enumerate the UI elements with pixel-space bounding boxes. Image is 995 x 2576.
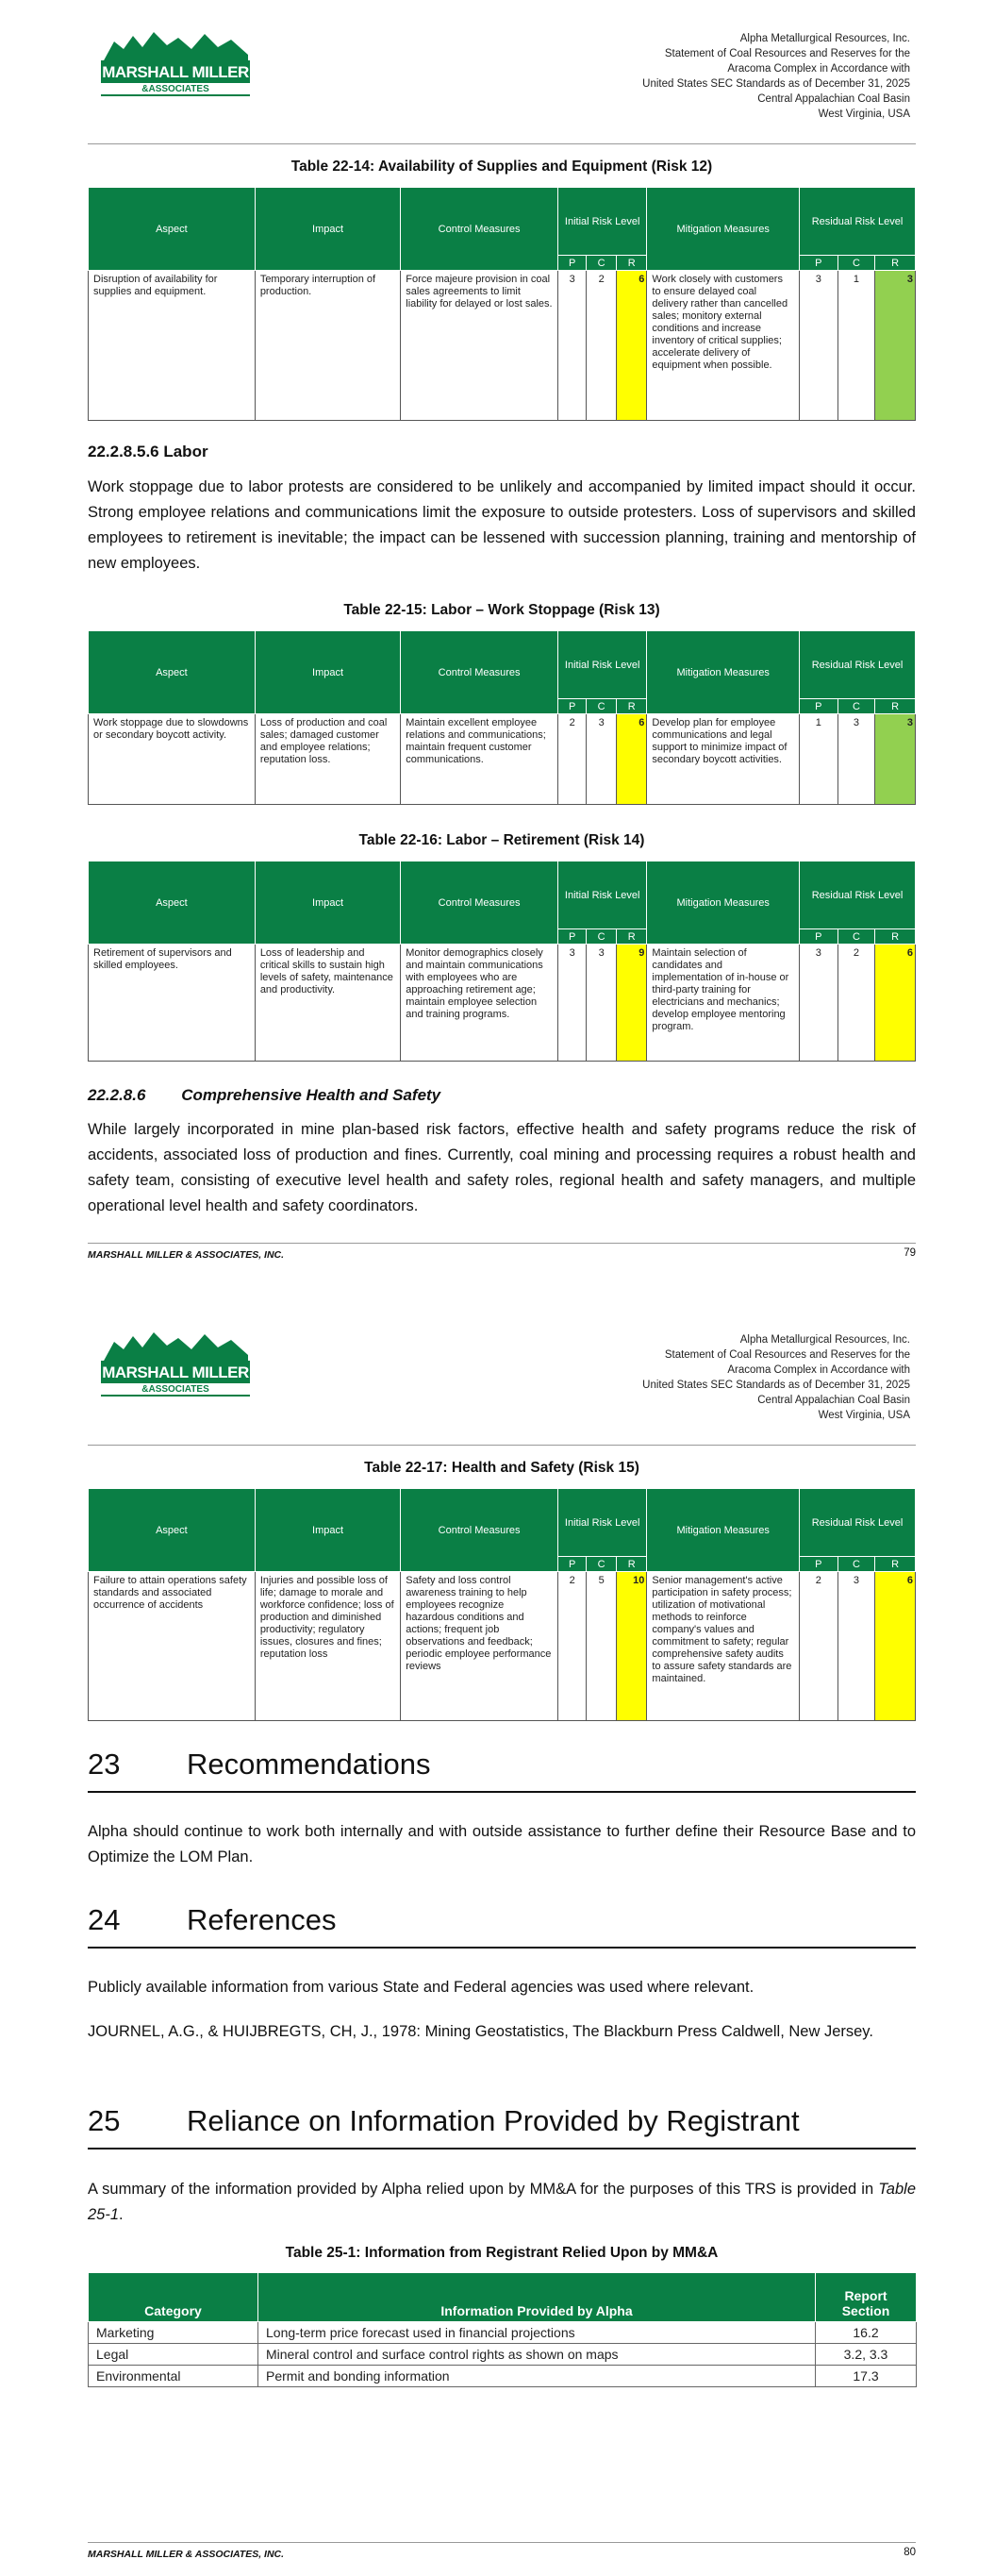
cell-control: Force majeure provision in coal sales agreements to limit liability for delayed or lost sales.: [401, 271, 558, 421]
cell-mitigation: Maintain selection of candidates and implementation of in-house or third-party training for electricians and mechanics; develop employee mentoring program.: [647, 945, 800, 1062]
health-safety-paragraph: While largely incorporated in mine plan-based risk factors, effective health and safety programs reduce the risk of accidents, associated loss of production and fines. Currently, coal mining and processing requires a robust health and safety team, consisting of executive level health and safety roles, regional health and safety managers, and multiple operational level health and safety coordinators.: [88, 1121, 916, 1214]
col-control: Control Measures: [401, 631, 558, 714]
cell-category: Legal: [89, 2344, 258, 2366]
cell-mitigation: Work closely with customers to ensure delayed coal delivery rather than cancelled sales; monitory external conditions and increase inventory of critical supplies; accelerate delivery of equipment when possible.: [647, 271, 800, 421]
col-impact: Impact: [255, 631, 400, 714]
section-title: References: [187, 1903, 337, 1936]
header-line: Alpha Metallurgical Resources, Inc.: [739, 1334, 910, 1346]
col-r: R: [616, 256, 647, 271]
table-row: [89, 945, 916, 1062]
page-number: 79: [904, 1247, 916, 1259]
col-aspect: Aspect: [89, 631, 256, 714]
cell-impact: Injuries and possible loss of life; damage to morale and workforce confidence; loss of production and diminished productivity; regulatory issues, closures and fines; reputation loss: [255, 1572, 400, 1721]
col-aspect: Aspect: [89, 1489, 256, 1572]
section-title: Reliance on Information Provided by Registrant: [187, 2104, 800, 2137]
table-reference: Table 25-1: [88, 2181, 916, 2223]
col-r: R: [616, 1557, 647, 1572]
col-mitigation: Mitigation Measures: [647, 861, 800, 945]
col-r: R: [875, 256, 916, 271]
cell-report-section: 16.2: [816, 2322, 917, 2344]
svg-text:&ASSOCIATES: &ASSOCIATES: [141, 1384, 209, 1395]
cell-mitigation: Senior management's active participation in safety process; utilization of motivational methods to reinforce company's values and commitment to safety; regular comprehensive safety audits to assure safety standards are maintained.: [647, 1572, 800, 1721]
col-mitigation: Mitigation Measures: [647, 188, 800, 271]
col-r: R: [616, 929, 647, 945]
cell-residual-r: 6: [875, 1572, 916, 1721]
table-row: [89, 2344, 917, 2366]
cell-initial-p: 3: [557, 945, 586, 1062]
col-impact: Impact: [255, 188, 400, 271]
risk-table-12: [88, 187, 916, 421]
cell-residual-c: 1: [837, 271, 875, 421]
cell-initial-p: 2: [557, 1572, 586, 1721]
labor-paragraph: Work stoppage due to labor protests are considered to be unlikely and accompanied by limited impact should it occur. Strong employee relations and communications limit the exposure to outside protesters. Loss of supervisors and skilled employees to retirement is inevitable; the impact can be lessened with succession planning, training and mentorship of new employees.: [88, 478, 916, 572]
header-line: Alpha Metallurgical Resources, Inc.: [739, 33, 910, 44]
col-p: P: [557, 699, 586, 714]
col-residual-risk: Residual Risk Level: [799, 861, 915, 929]
cell-impact: Temporary interruption of production.: [255, 271, 400, 421]
col-r: R: [875, 929, 916, 945]
cell-aspect: Disruption of availability for supplies and equipment.: [89, 271, 256, 421]
cell-information: Long-term price forecast used in financial projections: [258, 2322, 816, 2344]
report-page-80: [0, 1293, 995, 2576]
col-p: P: [799, 699, 837, 714]
col-report-section: Report Section: [816, 2273, 917, 2322]
col-c: C: [587, 1557, 617, 1572]
table-row: [89, 714, 916, 805]
cell-initial-p: 3: [557, 271, 586, 421]
cell-residual-r: 3: [875, 271, 916, 421]
col-category: Category: [89, 2273, 258, 2322]
footer-company: MARSHALL MILLER & ASSOCIATES, INC.: [88, 1249, 285, 1261]
cell-residual-c: 3: [837, 714, 875, 805]
col-c: C: [587, 929, 617, 945]
col-residual-risk: Residual Risk Level: [799, 631, 915, 699]
col-control: Control Measures: [401, 188, 558, 271]
section-title: Recommendations: [187, 1748, 431, 1781]
cell-control: Monitor demographics closely and maintain communications with employees who are approaching retirement age; maintain employee selection and training programs.: [401, 945, 558, 1062]
col-p: P: [557, 929, 586, 945]
reliance-text-end: .: [119, 2206, 124, 2223]
col-control: Control Measures: [401, 1489, 558, 1572]
col-initial-risk: Initial Risk Level: [557, 861, 647, 929]
cell-initial-c: 2: [587, 271, 617, 421]
cell-initial-r: 10: [616, 1572, 647, 1721]
col-residual-risk: Residual Risk Level: [799, 1489, 915, 1557]
references-paragraph: Publicly available information from various State and Federal agencies was used where relevant.: [88, 1979, 755, 1996]
cell-residual-c: 3: [837, 1572, 875, 1721]
col-c: C: [837, 256, 875, 271]
col-control: Control Measures: [401, 861, 558, 945]
table-row: [89, 2366, 917, 2387]
registrant-info-table: [88, 2272, 917, 2387]
risk-table-13: [88, 630, 916, 805]
mma-logo: [101, 26, 250, 96]
header-line: Statement of Coal Resources and Reserves for the: [664, 1349, 910, 1361]
svg-text:MARSHALL MILLER: MARSHALL MILLER: [102, 63, 249, 81]
document-header: [642, 31, 910, 122]
section-heading-health-safety: 22.2.8.6 Comprehensive Health and Safety: [88, 1086, 441, 1104]
col-residual-risk: Residual Risk Level: [799, 188, 915, 256]
col-mitigation: Mitigation Measures: [647, 631, 800, 714]
col-c: C: [587, 256, 617, 271]
section-number: 24: [88, 1903, 121, 1936]
reliance-text: A summary of the information provided by Alpha relied upon by MM&A for the purposes of this TRS is provided in: [88, 2181, 879, 2198]
cell-residual-p: 1: [799, 714, 837, 805]
col-r: R: [616, 699, 647, 714]
table-caption: Table 25-1: Information from Registrant Relied Upon by MM&A: [285, 2245, 719, 2261]
col-information: Information Provided by Alpha: [258, 2273, 816, 2322]
col-p: P: [799, 929, 837, 945]
footer-divider: [88, 2542, 916, 2543]
cell-mitigation: Develop plan for employee communications and legal support to minimize impact of secondary boycott activities.: [647, 714, 800, 805]
table-caption: Table 22-15: Labor – Work Stoppage (Risk 13): [343, 602, 660, 618]
table-row: [89, 271, 916, 421]
cell-initial-c: 3: [587, 714, 617, 805]
cell-report-section: 3.2, 3.3: [816, 2344, 917, 2366]
col-c: C: [837, 929, 875, 945]
col-r: R: [875, 699, 916, 714]
svg-text:MARSHALL MILLER: MARSHALL MILLER: [102, 1363, 249, 1381]
header-line: West Virginia, USA: [818, 1410, 910, 1421]
cell-initial-r: 6: [616, 714, 647, 805]
col-p: P: [799, 1557, 837, 1572]
references-citation: JOURNEL, A.G., & HUIJBREGTS, CH, J., 1978: Mining Geostatistics, The Blackburn Press Caldwell, New Jersey.: [88, 2023, 873, 2040]
section-heading-recommendations: [88, 1748, 916, 1793]
table-caption: Table 22-17: Health and Safety (Risk 15): [364, 1460, 639, 1476]
header-line: West Virginia, USA: [818, 109, 910, 120]
header-divider: [88, 1445, 916, 1446]
col-p: P: [557, 256, 586, 271]
cell-initial-r: 9: [616, 945, 647, 1062]
page-number: 80: [904, 2547, 916, 2558]
col-impact: Impact: [255, 1489, 400, 1572]
header-line: Central Appalachian Coal Basin: [757, 1395, 910, 1406]
col-c: C: [837, 699, 875, 714]
section-heading-references: [88, 1903, 916, 1949]
recommendations-paragraph: Alpha should continue to work both internally and with outside assistance to further define their Resource Base and to Optimize the LOM Plan.: [88, 1823, 916, 1865]
cell-control: Maintain excellent employee relations and communications; maintain frequent customer communications.: [401, 714, 558, 805]
section-heading-reliance: [88, 2104, 916, 2149]
col-c: C: [587, 699, 617, 714]
cell-impact: Loss of leadership and critical skills to sustain high levels of safety, maintenance and productivity.: [255, 945, 400, 1062]
footer-company: MARSHALL MILLER & ASSOCIATES, INC.: [88, 2549, 285, 2560]
cell-aspect: Retirement of supervisors and skilled employees.: [89, 945, 256, 1062]
col-impact: Impact: [255, 861, 400, 945]
header-line: United States SEC Standards as of December 31, 2025: [642, 1380, 910, 1391]
cell-initial-p: 2: [557, 714, 586, 805]
document-header: [642, 1332, 910, 1423]
cell-residual-p: 3: [799, 945, 837, 1062]
cell-report-section: 17.3: [816, 2366, 917, 2387]
col-aspect: Aspect: [89, 861, 256, 945]
table-caption: Table 22-16: Labor – Retirement (Risk 14): [358, 832, 645, 848]
col-initial-risk: Initial Risk Level: [557, 1489, 647, 1557]
footer-divider: [88, 1243, 916, 1244]
header-line: Central Appalachian Coal Basin: [757, 93, 910, 105]
header-divider: [88, 143, 916, 144]
header-line: Aracoma Complex in Accordance with: [727, 63, 910, 75]
cell-information: Mineral control and surface control rights as shown on maps: [258, 2344, 816, 2366]
col-mitigation: Mitigation Measures: [647, 1489, 800, 1572]
col-p: P: [799, 256, 837, 271]
table-row: [89, 2322, 917, 2344]
table-row: [89, 1572, 916, 1721]
col-c: C: [837, 1557, 875, 1572]
col-initial-risk: Initial Risk Level: [557, 188, 647, 256]
col-r: R: [875, 1557, 916, 1572]
cell-residual-p: 2: [799, 1572, 837, 1721]
cell-impact: Loss of production and coal sales; damaged customer and employee relations; reputation loss.: [255, 714, 400, 805]
cell-aspect: Failure to attain operations safety standards and associated occurrence of accidents: [89, 1572, 256, 1721]
mma-logo: [101, 1327, 250, 1397]
cell-initial-r: 6: [616, 271, 647, 421]
cell-control: Safety and loss control awareness training to help employees recognize hazardous conditions and actions; frequent job observations and feedback; periodic employee performance reviews: [401, 1572, 558, 1721]
col-initial-risk: Initial Risk Level: [557, 631, 647, 699]
cell-residual-c: 2: [837, 945, 875, 1062]
risk-table-15: [88, 1488, 916, 1721]
cell-residual-r: 6: [875, 945, 916, 1062]
header-line: United States SEC Standards as of December 31, 2025: [642, 78, 910, 90]
cell-initial-c: 5: [587, 1572, 617, 1721]
svg-text:&ASSOCIATES: &ASSOCIATES: [141, 84, 209, 94]
cell-category: Marketing: [89, 2322, 258, 2344]
table-caption: Table 22-14: Availability of Supplies and Equipment (Risk 12): [290, 159, 713, 175]
reliance-paragraph: [88, 2177, 916, 2228]
cell-residual-p: 3: [799, 271, 837, 421]
col-aspect: Aspect: [89, 188, 256, 271]
section-number: 25: [88, 2104, 121, 2137]
risk-table-14: [88, 861, 916, 1062]
cell-category: Environmental: [89, 2366, 258, 2387]
header-line: Statement of Coal Resources and Reserves for the: [664, 48, 910, 59]
col-p: P: [557, 1557, 586, 1572]
section-heading-labor: 22.2.8.5.6 Labor: [88, 443, 208, 460]
cell-residual-r: 3: [875, 714, 916, 805]
header-line: Aracoma Complex in Accordance with: [727, 1364, 910, 1376]
section-number: 23: [88, 1748, 121, 1781]
cell-aspect: Work stoppage due to slowdowns or secondary boycott activity.: [89, 714, 256, 805]
cell-information: Permit and bonding information: [258, 2366, 816, 2387]
cell-initial-c: 3: [587, 945, 617, 1062]
